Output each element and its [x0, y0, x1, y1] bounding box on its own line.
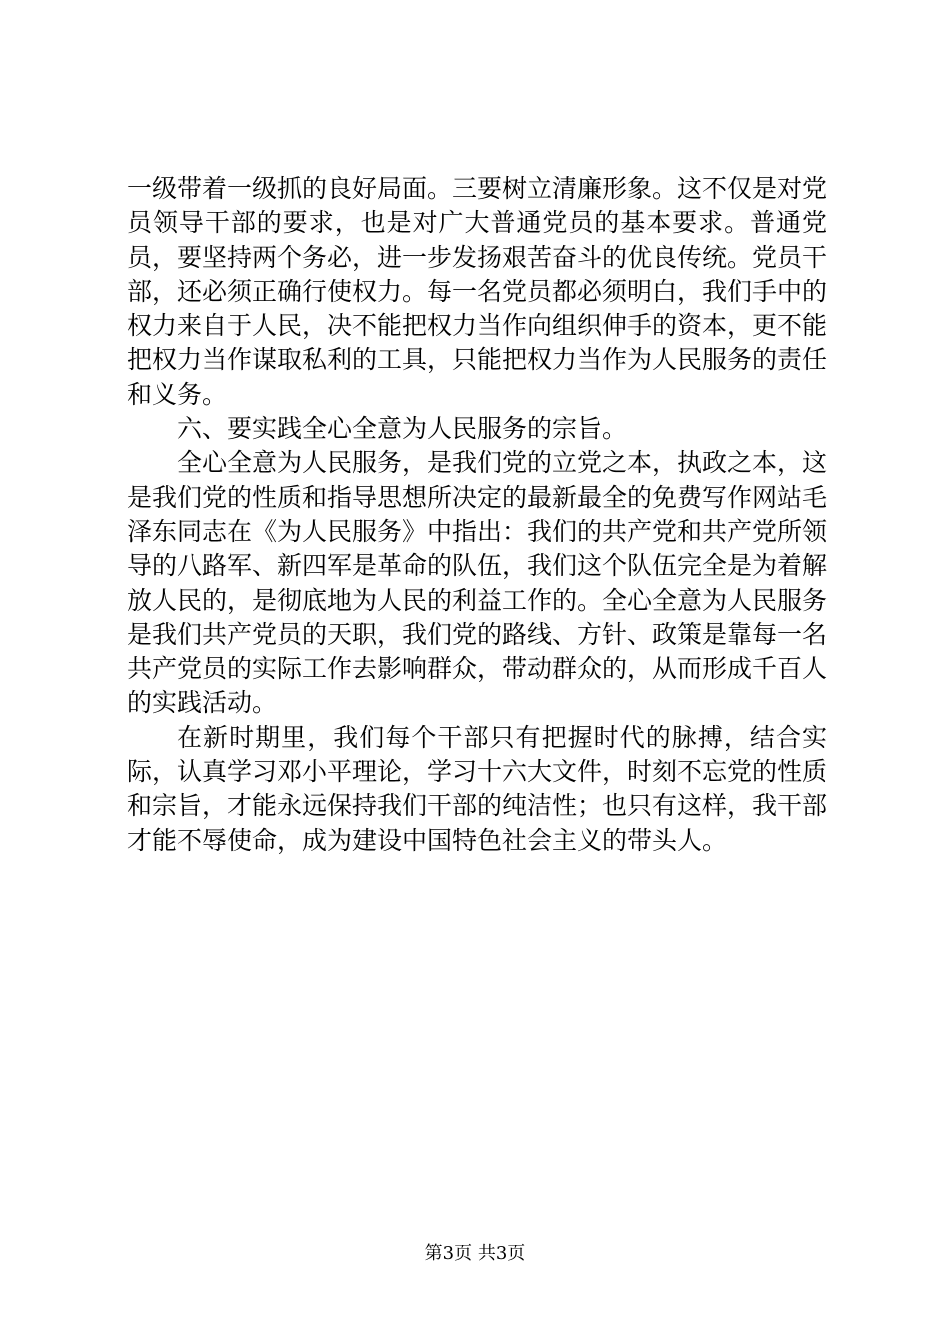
section-heading: 六、要实践全心全意为人民服务的宗旨。 [177, 414, 628, 444]
paragraph-1: 一级带着一级抓的良好局面。三要树立清廉形象。这不仅是对党员领导干部的要求，也是对广大普通党员的基本要求。普通党员，要坚持两个务必，进一步发扬艰苦奋斗的优良传统。党员干部，还必须正确行使权力。每一名党员都必须明白，我们手中的权力来自于人民，决不能把权力当作向组织伸手的资本，更不能把权力当作谋取私利的工具，只能把权力当作为人民服务的责任和义务。 [127, 174, 828, 409]
document-body [127, 172, 827, 858]
paragraph-3: 在新时期里，我们每个干部只有把握时代的脉搏，结合实际，认真学习邓小平理论，学习十六大文件，时刻不忘党的性质和宗旨，才能永远保持我们干部的纯洁性；也只有这样，我干部才能不辱使命，成为建设中国特色社会主义的带头人。 [127, 722, 828, 855]
page-number-footer: 第3页 共3页 [424, 1243, 526, 1264]
paragraph-2: 全心全意为人民服务，是我们党的立党之本，执政之本，这是我们党的性质和指导思想所决定的最新最全的免费写作网站毛泽东同志在《为人民服务》中指出：我们的共产党和共产党所领导的八路军、新四军是革命的队伍，我们这个队伍完全是为着解放人民的，是彻底地为人民的利益工作的。全心全意为人民服务是我们共产党员的天职，我们党的路线、方针、政策是靠每一名共产党员的实际工作去影响群众，带动群众的，从而形成千百人的实践活动。 [127, 448, 828, 718]
